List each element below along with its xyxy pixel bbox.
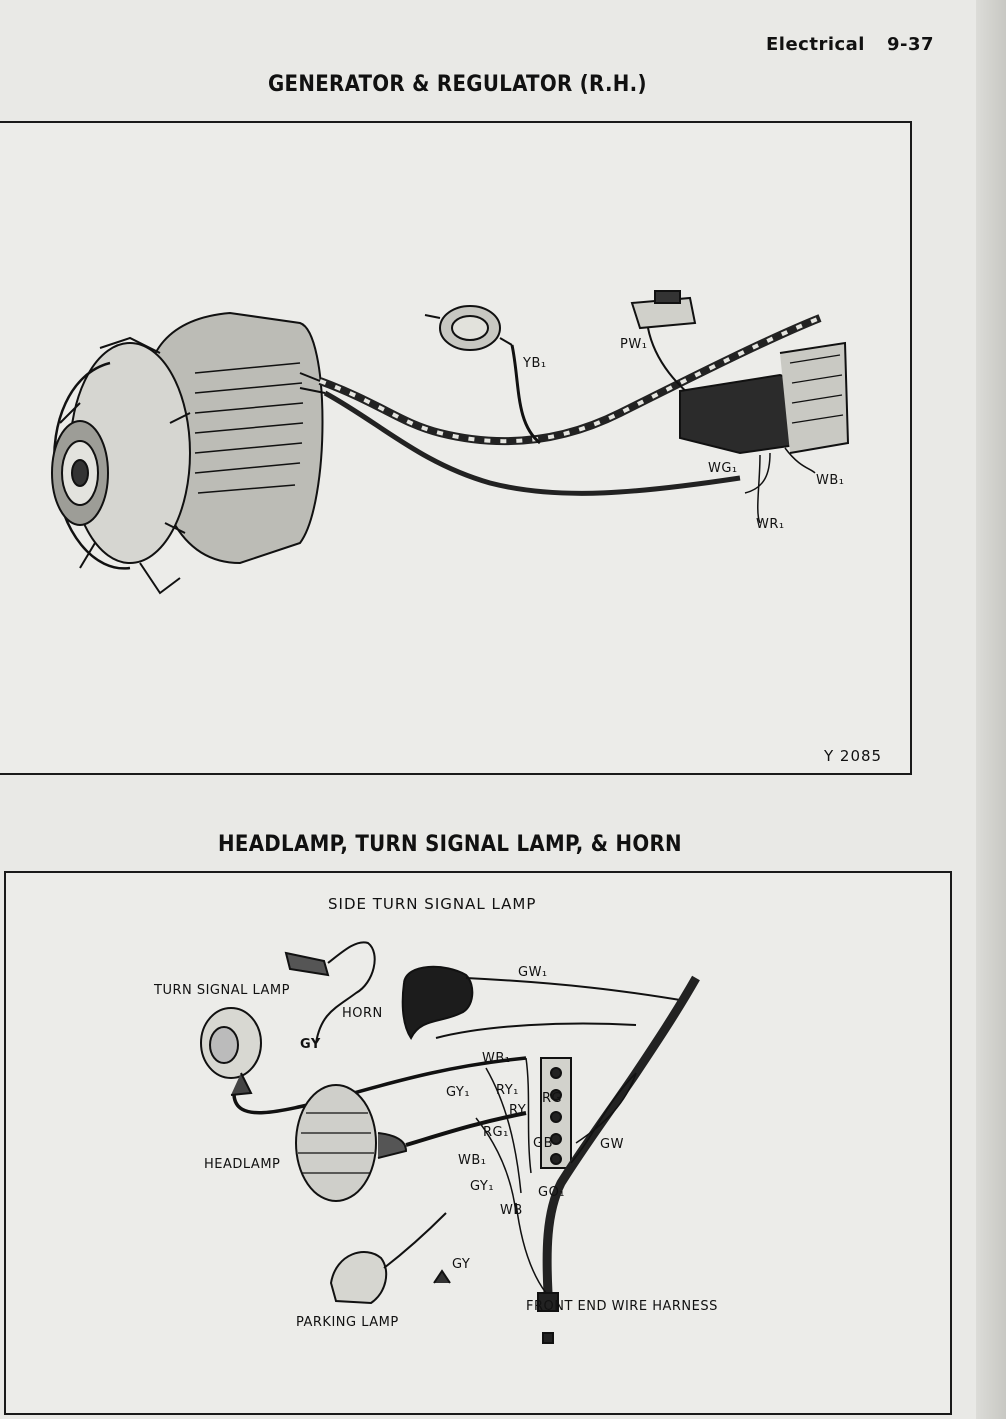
- label-wb1-mid: WB₁: [458, 1153, 487, 1168]
- label-gb: GB: [533, 1136, 553, 1151]
- generator-regulator-figure: [0, 121, 912, 775]
- pressure-switch-illustration: [425, 306, 540, 443]
- label-wb: WB: [500, 1203, 523, 1218]
- front-end-harness-illustration: [476, 978, 696, 1343]
- headlamp-horn-drawing: [6, 873, 950, 1413]
- label-ry1: RY₁: [496, 1083, 519, 1098]
- generator-regulator-drawing: [0, 123, 910, 773]
- label-rg: RG: [542, 1091, 563, 1106]
- label-wb1-top: WB₁: [482, 1051, 511, 1066]
- alternator-illustration: [52, 313, 325, 593]
- turn-signal-lamp-illustration: [201, 1008, 526, 1113]
- label-gy-top: GY: [300, 1037, 321, 1052]
- label-gy-bottom: GY: [452, 1257, 471, 1272]
- headlamp-horn-figure: [4, 871, 952, 1415]
- page-header: [766, 34, 934, 55]
- label-horn: HORN: [342, 1006, 383, 1021]
- label-rg1: RG₁: [483, 1125, 509, 1140]
- label-turn-signal-lamp: TURN SIGNAL LAMP: [154, 983, 290, 998]
- label-gw1: GW₁: [518, 965, 548, 980]
- terminal-block-illustration: [541, 1058, 571, 1168]
- label-ry: RY: [509, 1103, 527, 1118]
- label-yb1: YB₁: [523, 356, 547, 371]
- label-go1: GO₁: [538, 1185, 566, 1200]
- label-gw: GW: [600, 1137, 624, 1152]
- side-turn-signal-lamp-illustration: [286, 942, 375, 1043]
- figure1-number: Y 2085: [824, 747, 883, 765]
- label-parking-lamp: PARKING LAMP: [296, 1315, 399, 1330]
- label-wr1: WR₁: [756, 517, 785, 532]
- section-name: Electrical: [766, 34, 865, 55]
- page-number: 9-37: [886, 34, 935, 55]
- label-wg1: WG₁: [708, 461, 738, 476]
- figure2-title: HEADLAMP, TURN SIGNAL LAMP, & HORN: [218, 832, 682, 857]
- label-side-turn-signal-lamp: SIDE TURN SIGNAL LAMP: [328, 895, 537, 913]
- label-gy1-b: GY₁: [470, 1179, 495, 1194]
- label-headlamp: HEADLAMP: [204, 1157, 281, 1172]
- label-front-end-wire-harness: FRONT END WIRE HARNESS: [526, 1299, 718, 1314]
- label-wb1: WB₁: [816, 473, 845, 488]
- parking-lamp-illustration: [331, 1213, 450, 1303]
- page-edge-shadow: [976, 0, 1006, 1419]
- label-pw1: PW₁: [620, 337, 648, 352]
- figure1-title: GENERATOR & REGULATOR (R.H.): [268, 72, 647, 97]
- label-gy1-a: GY₁: [446, 1085, 471, 1100]
